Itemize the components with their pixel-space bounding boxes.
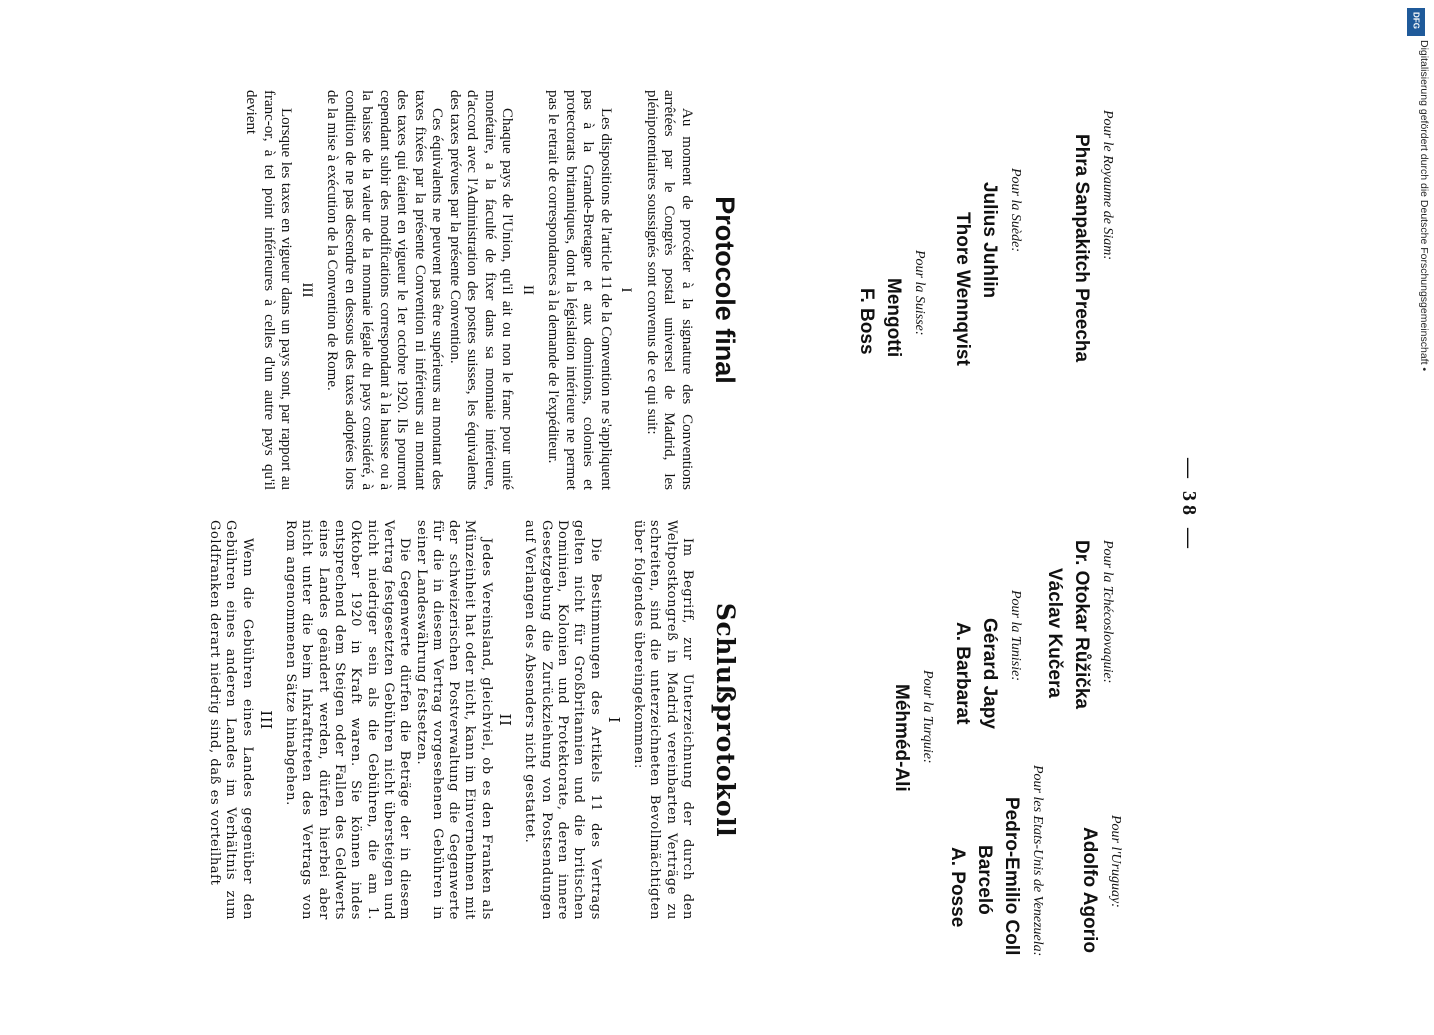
signatory-name: Barceló [974,845,995,915]
french-paragraph: Les dispositions de l'article 11 de la Convention ne s'appliquent pas à la Grande-Bretagne et aux dominions, colonies et protectorats britanniques, dont la législation intérieure ne permet pas le retrait de correspondances à la demande de l'expéditeur. [545,90,614,490]
german-paragraph: Wenn die Gebühren eines Landes gegenüber den Gebühren eines anderen Landes im Verhältnis zum Goldfranken derart niedrig sind, daß es vorteilhaft [206,520,255,920]
french-paragraph: Lorsque les taxes en vigueur dans un pays sont, par rapport au franc-or, à tel point inférieures à celles d'un autre pays qu'il devient [243,90,295,490]
section-number: III [299,282,315,298]
german-paragraph: Die Bestimmungen des Artikels 11 des Vertrags gelten nicht für Großbritannien und die britischen Dominien, Kolonien und Protektorate, deren innere Gesetzgebung die Zurückziehung von Postsendungen auf Verlangen des Absenders nicht gestattet. [522,520,603,920]
signatory-name: Pedro-Emilio Coll [1001,797,1022,956]
signature-block-venezuela [944,705,1045,1005]
section-number: II [496,713,515,727]
signature-block-turquie [888,540,935,920]
section-number: II [520,285,536,295]
french-title: Protocole final [710,196,740,384]
dfg-imprint [1408,8,1432,393]
section-number: III [256,710,275,730]
french-paragraph: Chaque pays de l'Union, qu'il ait ou non le franc pour unité monétaire, a la faculté de fixer dans sa monnaie intérieure, d'accord avec l'Administration des postes suisses, les équivalents des taxes prévues par la présente Convention. [447,90,516,490]
german-body [206,520,695,920]
signatory-name: Adolfo Agorio [1079,827,1100,953]
signatory-name: A. Posse [947,847,968,928]
german-title: Schlußprotokoll [711,602,740,838]
german-intro: Im Begriff, zur Unterzeichnung der durch den Weltpostkongreß in Madrid vereinbarten Verträge zu schreiten, sind die unterzeichneten Bevollmächtigten über folgendes übereingekommen: [631,520,695,920]
signatory-country: Pour l'Uruguay: [1108,815,1123,908]
signatory-name: Václav Kučera [1044,568,1065,698]
dfg-logo-icon: DFG [1407,8,1425,36]
signatory-name: Dr. Otokar Růžička [1071,540,1092,709]
section-number: I [618,287,635,293]
signatory-country: Pour le Royaume de Siam: [1100,110,1115,261]
signature-block-siam [1068,110,1115,490]
signatory-name: Phra Sanpakitch Preecha [1071,134,1092,363]
section-number: I [604,716,623,724]
printed-page [165,90,1200,957]
french-column [243,90,1115,490]
signatory-name: Julius Juhlin [979,182,1000,299]
signatory-country: Pour la Tunisie: [1008,590,1023,682]
signatory-name: Thore Wennqvist [952,212,973,366]
signatory-country: Pour les Etats-Unis de Venezuela: [1030,765,1045,957]
signatory-name: F. Boss [856,288,877,355]
french-body [242,90,695,490]
signatory-name: Méhméd-Ali [891,684,912,792]
signature-block-suisse [853,110,927,490]
french-intro: Au moment de procéder à la signature des Conventions arrêtées par le Congrès postal universel de Madrid, les plénipotentiaires soussignés sont convenus de ce qui suit: [644,90,695,490]
signatory-name: A. Barbarat [952,622,973,725]
signatory-country: Pour la Tchécoslovaquie: [1100,540,1115,684]
signatory-name: Mengotti [883,278,904,358]
german-paragraph: Jedes Vereinsland, gleichviel, ob es den Franken als Münzeinheit hat oder nicht, kann im Einvernehmen mit der schweizerischen Postverwaltung die Gegenwerte für die in diesem Vertrag vorgesehenen Gebühren in seiner Landeswährung festsetzen. [413,520,494,920]
signature-block-uruguay [1076,735,1123,1035]
signatory-country: Pour la Suède: [1008,168,1023,252]
signature-block-suede [949,110,1023,490]
signatory-name: Gérard Japy [979,618,1000,729]
signatory-country: Pour la Suisse: [912,250,927,336]
imprint-text: Digitalisierung gefördert durch die Deutsche Forschungsgemeinschaft • [1418,40,1430,372]
page-number: — 38 — [1178,458,1200,552]
german-column [206,520,1123,957]
german-paragraph: Die Gegenwerte dürfen die Beträge der in diesem Vertrag festgesetzten Gebühren nicht übersteigen und nicht niedriger sein als die Gebühren, die am 1. Oktober 1920 in Kraft waren. Sie können indes entsprechend dem Steigen oder Fallen des Geldwerts eines Landes geändert werden, dürfen hierbei aber nicht unter die beim Inkrafttreten des Vertrags von Rom angenommenen Sätze hinabgehen. [283,520,413,920]
french-paragraph: Ces équivalents ne peuvent pas être supérieurs au montant des taxes fixées par la présente Convention ni inférieurs au montant des taxes qui étaient en vigueur le 1er octobre 1920. Ils pourront cependant subir des modifications correspondant à la hausse ou à la baisse de la valeur de la monnaie légale du pays considéré, à condition de ne pas descendre en dessous des taxes adoptées lors de la mise à exécution de la Convention de Rome. [324,90,446,490]
signatory-country: Pour la Turquie: [920,670,935,764]
